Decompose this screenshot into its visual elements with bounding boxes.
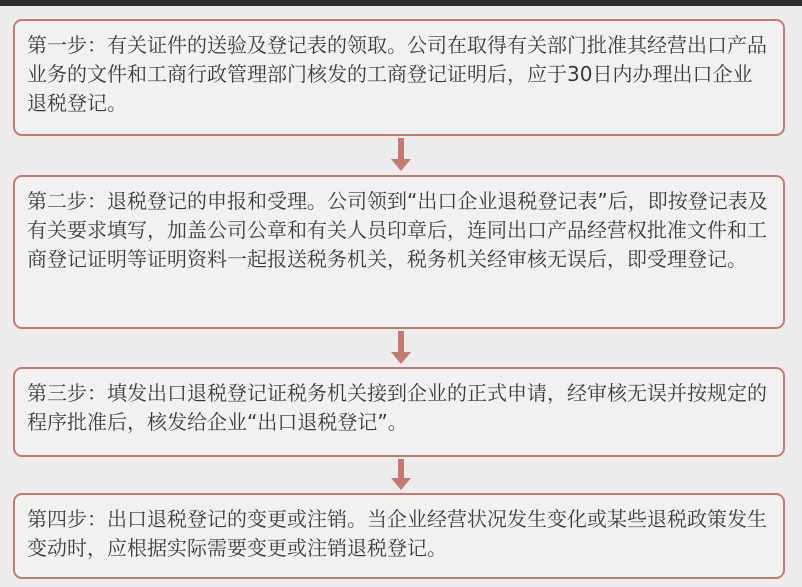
arrow-2-down-icon xyxy=(391,352,411,364)
step-3-text: 第三步：填发出口退税登记证税务机关接到企业的正式申请，经审核无误并按规定的程序批准后，核发给企业“出口退税登记”。 xyxy=(27,381,767,434)
step-2-text: 第二步：退税登记的申报和受理。公司领到“出口企业退税登记表”后，即按登记表及有关要求填写，加盖公司公章和有关人员印章后，连同出口产品经营权批准文件和工商登记证明等证明资料一起报送税务机关，税务机关经审核无误后，即受理登记。 xyxy=(27,189,768,271)
arrow-2-shaft xyxy=(398,331,404,353)
step-4-text: 第四步：出口退税登记的变更或注销。当企业经营状况发生变化或某些退税政策发生变动时，应根据实际需要变更或注销退税登记。 xyxy=(27,507,767,560)
arrow-1-shaft xyxy=(398,138,404,160)
step-2-box xyxy=(13,175,785,329)
step-1-text: 第一步：有关证件的送验及登记表的领取。公司在取得有关部门批准其经营出口产品业务的文件和工商行政管理部门核发的工商登记证明后，应于30日内办理出口企业退税登记。 xyxy=(27,33,767,115)
arrow-1-down-icon xyxy=(391,159,411,171)
step-1-box xyxy=(13,19,785,136)
arrow-3-down-icon xyxy=(391,478,411,490)
arrow-3-shaft xyxy=(398,459,404,479)
top-edge-bar xyxy=(0,0,802,6)
step-4-box xyxy=(13,493,785,579)
step-3-box xyxy=(13,367,785,457)
